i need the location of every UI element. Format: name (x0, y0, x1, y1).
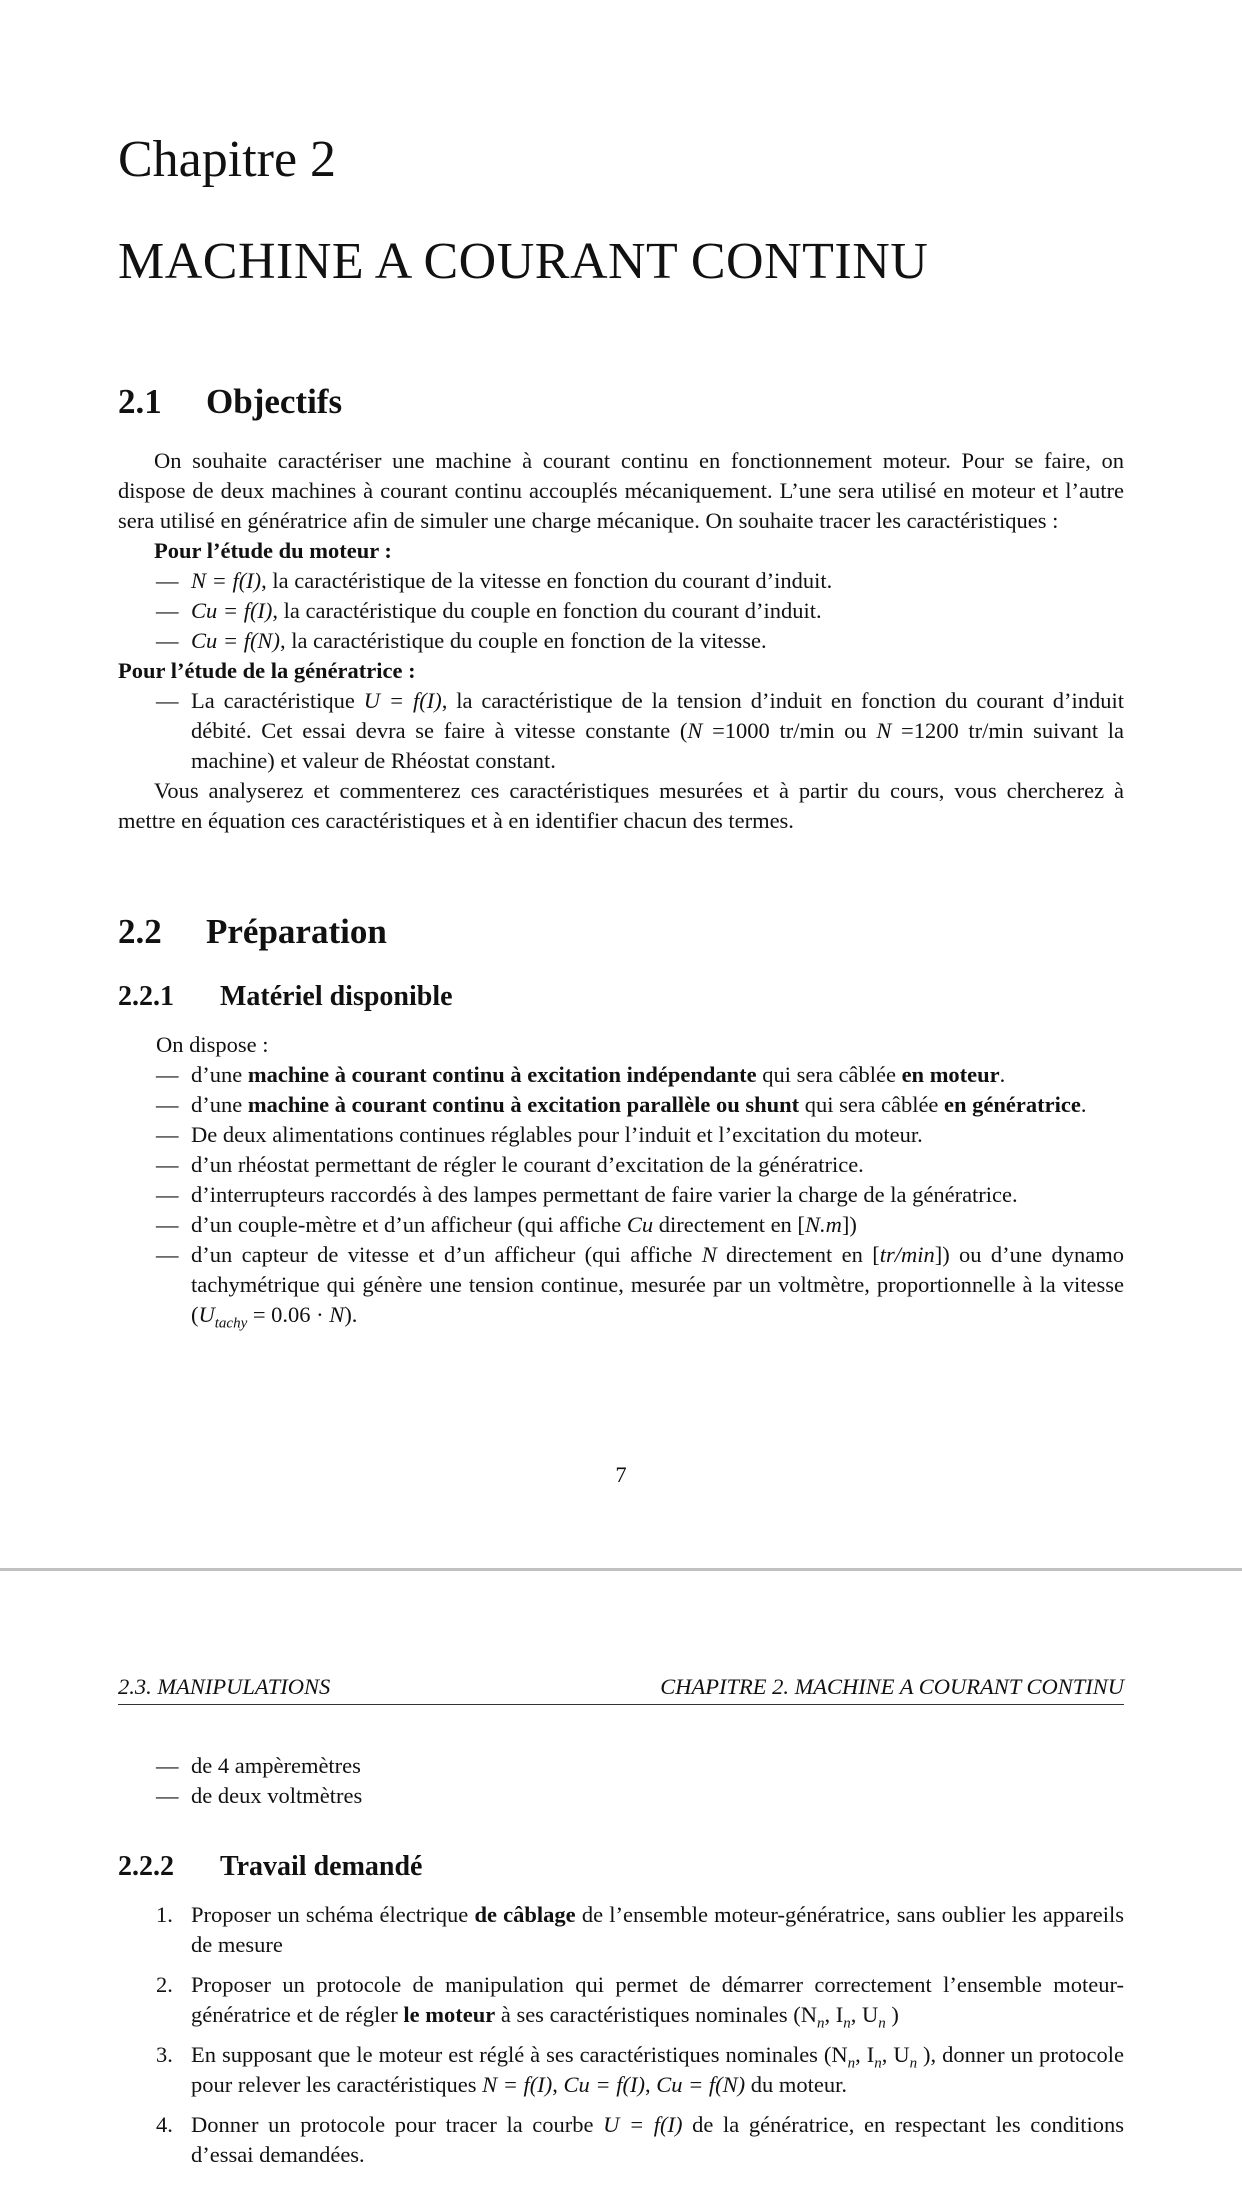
section-number: 2.1 (118, 382, 162, 421)
list-item: — d’une machine à courant continu à excitation indépendante qui sera câblée en moteur. (156, 1062, 1006, 1087)
subsection-heading-materiel: 2.2.1 Matériel disponible (118, 981, 453, 1012)
list-item: — De deux alimentations continues réglables pour l’induit et l’excitation du moteur. (156, 1122, 923, 1147)
generatrice-heading: Pour l’étude de la génératrice : (118, 658, 416, 683)
list-item: 3. En supposant que le moteur est réglé à ses caractéristiques nominales ($N_n$, $I_n$, $U_n$ ), donner un protocole pour relever les caractéristiques N = f(I), Cu = f(I), Cu = f(N) du moteur. (156, 2042, 1124, 2097)
running-header (118, 1672, 1124, 1705)
page-number: 7 (615, 1462, 627, 1487)
list-item: — N = f(I), la caractéristique de la vitesse en fonction du courant d’induit. (156, 568, 833, 593)
travail-list (118, 1900, 1124, 2170)
section-heading-preparation: 2.2 Préparation (118, 912, 387, 951)
list-item: 1. Proposer un schéma électrique de câblage de l’ensemble moteur-génératrice, sans oublier les appareils de mesure (156, 1902, 1124, 1957)
list-item: — d’un capteur de vitesse et d’un afficheur (qui affiche N directement en [tr/min]) ou d’une dynamo tachymétrique qui génère une tension continue, mesurée par un voltmètre, proportionnelle à la vitesse $(U_{tachy} = 0.06 \cdot N)$. (156, 1242, 1124, 1332)
section-title: Objectifs (206, 382, 343, 421)
list-item: — Cu = f(N), la caractéristique du couple en fonction de la vitesse. (156, 628, 767, 653)
section-heading-objectifs (118, 382, 1124, 422)
moteur-list (118, 566, 1124, 656)
moteur-heading: Pour l’étude du moteur : (154, 538, 392, 563)
travail-body (118, 1900, 1124, 2180)
running-head-right: CHAPITRE 2. MACHINE A COURANT CONTINU (660, 1674, 1124, 1699)
list-item: — d’un rhéostat permettant de régler le courant d’excitation de la génératrice. (156, 1152, 864, 1177)
running-head-left: 2.3. MANIPULATIONS (118, 1674, 331, 1699)
chapter-title: MACHINE A COURANT CONTINU (118, 233, 929, 290)
chapter-label: Chapitre 2 (118, 131, 337, 188)
subsection-heading-travail: 2.2.2 Travail demandé (118, 1851, 423, 1882)
list-item: 2. Proposer un protocole de manipulation qui permet de démarrer correctement l’ensemble moteur-génératrice et de régler le moteur à ses caractéristiques nominales ($N_n$, $I_n$, $U_n$ ) (156, 1972, 1124, 2032)
list-item: — d’une machine à courant continu à excitation parallèle ou shunt qui sera câblée en génératrice. (156, 1092, 1087, 1117)
list-item: — de 4 ampèremètres (156, 1753, 361, 1778)
objectifs-body (118, 446, 1124, 836)
list-item: — Cu = f(I), la caractéristique du couple en fonction du courant d’induit. (156, 598, 822, 623)
list-item: — La caractéristique U = f(I), la caractéristique de la tension d’induit en fonction du courant d’induit débité. Cet essai devra se faire à vitesse constante (N =1000 tr/min ou N =1200 tr/min suivant la machine) et valeur de Rhéostat constant. (156, 688, 1125, 773)
materiel-list (118, 1060, 1124, 1330)
page-separator (0, 1568, 1242, 1571)
list-item: — d’interrupteurs raccordés à des lampes permettant de faire varier la charge de la génératrice. (156, 1182, 1018, 1207)
list-item: 4. Donner un protocole pour tracer la courbe U = f(I) de la génératrice, en respectant les conditions d’essai demandées. (156, 2112, 1124, 2167)
on-dispose: On dispose : (156, 1032, 269, 1057)
materiel-body (118, 1030, 1124, 1330)
intro-paragraph: On souhaite caractériser une machine à courant continu en fonctionnement moteur. Pour se faire, on dispose de deux machines à courant continu accouplés mécaniquement. L’une sera utilisé en moteur et l’autre sera utilisé en génératrice afin de simuler une charge mécanique. On souhaite tracer les caractéristiques : (118, 448, 1124, 533)
list-item: — d’un couple-mètre et d’un afficheur (qui affiche Cu directement en [N.m]) (156, 1212, 857, 1237)
list-item: — de deux voltmètres (156, 1783, 363, 1808)
materiel-list-continued (118, 1751, 1124, 1811)
conclusion-paragraph: Vous analyserez et commenterez ces caractéristiques mesurées et à partir du cours, vous chercherez à mettre en équation ces caractéristiques et à en identifier chacun des termes. (118, 778, 1124, 833)
generatrice-list (118, 686, 1124, 776)
